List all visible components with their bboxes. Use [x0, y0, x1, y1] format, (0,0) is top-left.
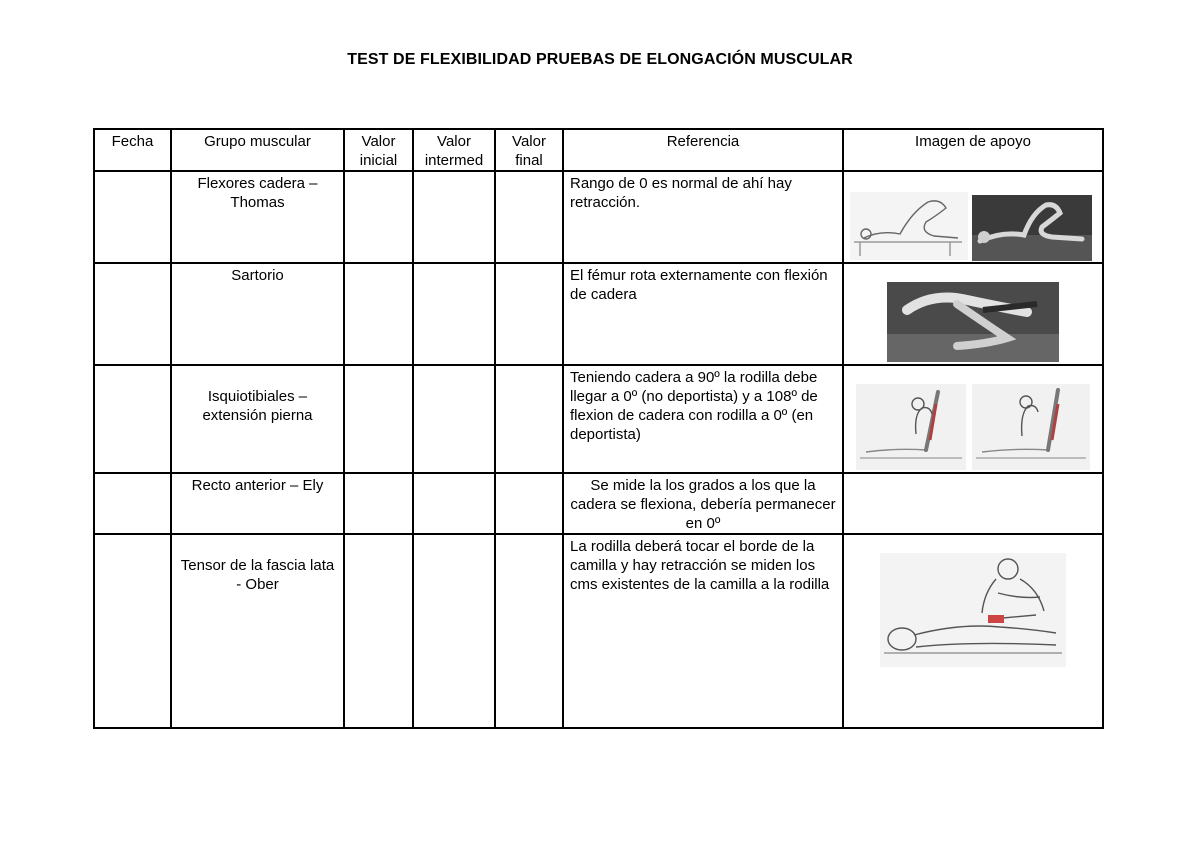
cell-valor-final[interactable] — [495, 365, 563, 473]
cell-valor-intermed[interactable] — [413, 365, 495, 473]
cell-grupo: Tensor de la fascia lata - Ober — [171, 534, 344, 728]
cell-valor-intermed[interactable] — [413, 263, 495, 365]
cell-referencia: La rodilla deberá tocar el borde de la camilla y hay retracción se miden los cms existentes de la camilla a la rodilla — [563, 534, 843, 728]
cell-valor-inicial[interactable] — [344, 365, 413, 473]
cell-referencia: El fémur rota externamente con flexión de cadera — [563, 263, 843, 365]
header-imagen-apoyo: Imagen de apoyo — [843, 129, 1103, 171]
cell-valor-final[interactable] — [495, 534, 563, 728]
cell-referencia: Se mide la los grados a los que la cadera se flexiona, debería permanecer en 0º — [563, 473, 843, 534]
header-valor-intermed: Valor intermed — [413, 129, 495, 171]
thomas-test-sketch-image — [850, 192, 968, 260]
cell-valor-inicial[interactable] — [344, 534, 413, 728]
cell-referencia: Rango de 0 es normal de ahí hay retracción. — [563, 171, 843, 263]
cell-valor-final[interactable] — [495, 171, 563, 263]
cell-grupo: Sartorio — [171, 263, 344, 365]
table-header-row — [94, 129, 1103, 171]
header-referencia: Referencia — [563, 129, 843, 171]
cell-fecha[interactable] — [94, 171, 171, 263]
cell-imagen — [843, 365, 1103, 473]
table-row — [94, 365, 1103, 473]
sartorius-stretch-image — [887, 282, 1059, 362]
cell-fecha[interactable] — [94, 365, 171, 473]
cell-fecha[interactable] — [94, 534, 171, 728]
cell-valor-inicial[interactable] — [344, 473, 413, 534]
table-row — [94, 473, 1103, 534]
cell-imagen — [843, 171, 1103, 263]
cell-valor-inicial[interactable] — [344, 171, 413, 263]
cell-grupo: Recto anterior – Ely — [171, 473, 344, 534]
cell-valor-inicial[interactable] — [344, 263, 413, 365]
document-title: TEST DE FLEXIBILIDAD PRUEBAS DE ELONGACIÓN MUSCULAR — [347, 51, 853, 68]
cell-valor-intermed[interactable] — [413, 534, 495, 728]
table-row — [94, 263, 1103, 365]
cell-imagen — [843, 534, 1103, 728]
table-row — [94, 171, 1103, 263]
table-row — [94, 534, 1103, 728]
cell-fecha[interactable] — [94, 473, 171, 534]
cell-imagen — [843, 263, 1103, 365]
cell-imagen — [843, 473, 1103, 534]
ober-test-illustration — [880, 553, 1066, 667]
header-valor-final: Valor final — [495, 129, 563, 171]
header-valor-inicial: Valor inicial — [344, 129, 413, 171]
header-grupo-muscular: Grupo muscular — [171, 129, 344, 171]
header-fecha: Fecha — [94, 129, 171, 171]
cell-valor-intermed[interactable] — [413, 171, 495, 263]
cell-valor-final[interactable] — [495, 263, 563, 365]
cell-valor-intermed[interactable] — [413, 473, 495, 534]
hamstring-test-illustration-2 — [972, 384, 1090, 470]
cell-referencia: Teniendo cadera a 90º la rodilla debe llegar a 0º (no deportista) y a 108º de flexion de cadera con rodilla a 0º (en deportista) — [563, 365, 843, 473]
cell-grupo: Flexores cadera – Thomas — [171, 171, 344, 263]
cell-fecha[interactable] — [94, 263, 171, 365]
cell-valor-final[interactable] — [495, 473, 563, 534]
cell-grupo: Isquiotibiales – extensión pierna — [171, 365, 344, 473]
flexibility-test-table — [93, 128, 1104, 729]
thomas-test-photo-image — [972, 195, 1092, 261]
hamstring-test-illustration-1 — [856, 384, 966, 470]
